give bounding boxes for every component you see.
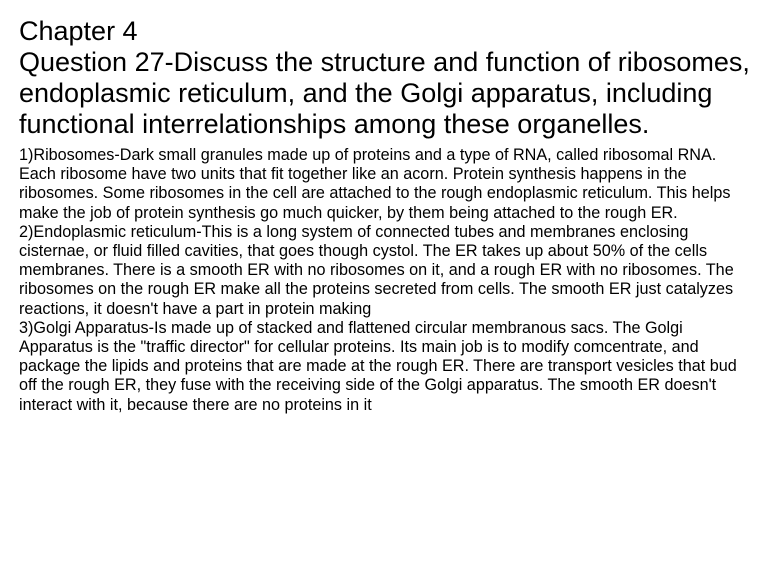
paragraph-ribosomes: 1)Ribosomes-Dark small granules made up of proteins and a type of RNA, called ribosomal RNA. Each ribosome have two units that fit together like an acorn. Protein synthesis happens in the ribosomes. Some ribosomes in the cell are attached to the rough endoplasmic reticulum. This helps make the job of protein synthesis go much quicker, by them being attached to the rough ER. [19,146,731,222]
chapter-heading: Chapter 4 [19,16,138,46]
paragraph-endoplasmic-reticulum: 2)Endoplasmic reticulum-This is a long system of connected tubes and membranes enclosing cisternae, or fluid filled cavities, that goes though cystol. The ER takes up about 50% of the cells membranes. There is a smooth ER with no ribosomes on it, and a rough ER with no ribosomes. The ribosomes on the rough ER make all the proteins secreted from cells. The smooth ER just catalyzes reactions, it doesn't have a part in protein making [19,222,734,318]
question-heading: Question 27-Discuss the structure and function of ribosomes, endoplasmic reticulum, and the Golgi apparatus, including functional interrelationships among these organelles. [19,47,750,139]
slide [19,16,754,415]
paragraph-golgi-apparatus: 3)Golgi Apparatus-Is made up of stacked and flattened circular membranous sacs. The Golgi Apparatus is the "traffic director" for cellular proteins. Its main job is to modify comcentrate, and package the lipids and proteins that are made at the rough ER. There are transport vesicles that bud off the rough ER, they fuse with the receiving side of the Golgi apparatus. The smooth ER doesn't interact with it, because there are no proteins in it [19,318,737,414]
answer-body [19,146,754,415]
